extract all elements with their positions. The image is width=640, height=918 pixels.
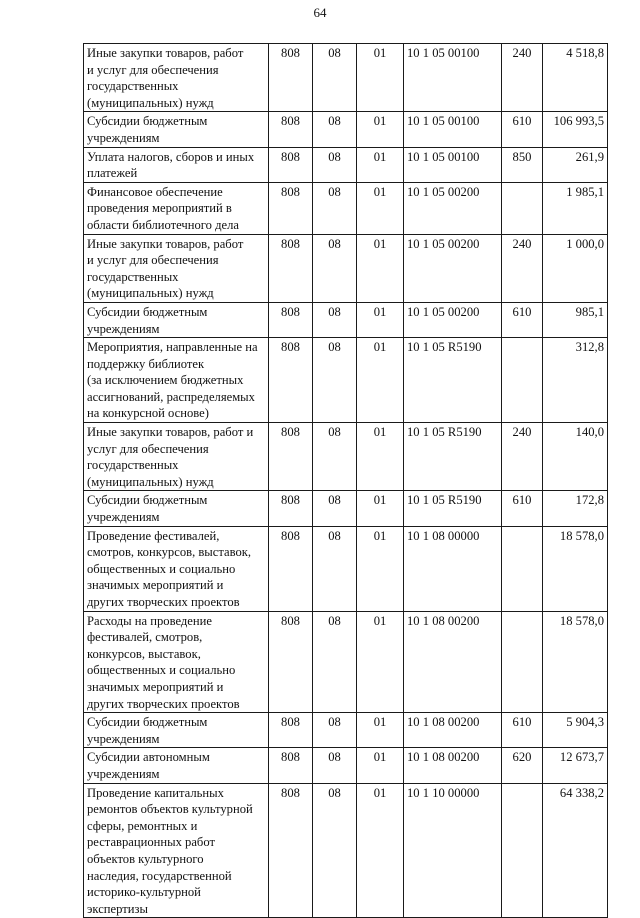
ministry-code-cell: 808 [269, 713, 313, 748]
amount-cell: 5 904,3 [543, 713, 608, 748]
target-article-cell: 10 1 05 00100 [404, 147, 502, 182]
expense-type-cell: 610 [502, 713, 543, 748]
expense-type-cell: 240 [502, 423, 543, 491]
table-row [84, 783, 608, 918]
target-article-cell: 10 1 08 00200 [404, 611, 502, 713]
table-row [84, 44, 608, 112]
expense-type-cell: 850 [502, 147, 543, 182]
target-article-cell: 10 1 05 00200 [404, 234, 502, 302]
expense-type-cell: 620 [502, 748, 543, 783]
ministry-code-cell: 808 [269, 423, 313, 491]
subsection-code-cell: 01 [357, 182, 404, 234]
ministry-code-cell: 808 [269, 182, 313, 234]
expense-type-cell: 610 [502, 112, 543, 147]
subsection-code-cell: 01 [357, 783, 404, 918]
budget-table-body [84, 44, 608, 918]
ministry-code-cell: 808 [269, 338, 313, 423]
amount-cell: 18 578,0 [543, 611, 608, 713]
section-code-cell: 08 [313, 44, 357, 112]
expense-name-cell: Субсидии бюджетным учреждениям [84, 112, 269, 147]
expense-type-cell [502, 611, 543, 713]
target-article-cell: 10 1 05 R5190 [404, 338, 502, 423]
section-code-cell: 08 [313, 748, 357, 783]
table-row [84, 147, 608, 182]
target-article-cell: 10 1 10 00000 [404, 783, 502, 918]
expense-name-cell: Субсидии бюджетным учреждениям [84, 713, 269, 748]
ministry-code-cell: 808 [269, 234, 313, 302]
table-row [84, 234, 608, 302]
table-row [84, 302, 608, 337]
subsection-code-cell: 01 [357, 423, 404, 491]
target-article-cell: 10 1 05 R5190 [404, 423, 502, 491]
expense-name-cell: Проведение фестивалей, смотров, конкурсов, выставок, общественных и социально значимых мероприятий и других творческих проектов [84, 526, 269, 611]
subsection-code-cell: 01 [357, 147, 404, 182]
amount-cell: 985,1 [543, 302, 608, 337]
target-article-cell: 10 1 05 00200 [404, 302, 502, 337]
expense-name-cell: Субсидии бюджетным учреждениям [84, 491, 269, 526]
subsection-code-cell: 01 [357, 526, 404, 611]
expense-type-cell: 240 [502, 234, 543, 302]
section-code-cell: 08 [313, 783, 357, 918]
subsection-code-cell: 01 [357, 748, 404, 783]
ministry-code-cell: 808 [269, 44, 313, 112]
target-article-cell: 10 1 05 R5190 [404, 491, 502, 526]
section-code-cell: 08 [313, 147, 357, 182]
target-article-cell: 10 1 08 00000 [404, 526, 502, 611]
ministry-code-cell: 808 [269, 783, 313, 918]
page-number: 64 [313, 5, 327, 20]
target-article-cell: 10 1 05 00100 [404, 44, 502, 112]
subsection-code-cell: 01 [357, 491, 404, 526]
expense-type-cell: 240 [502, 44, 543, 112]
ministry-code-cell: 808 [269, 302, 313, 337]
expense-name-cell: Субсидии автономным учреждениям [84, 748, 269, 783]
expense-name-cell: Мероприятия, направленные на поддержку библиотек (за исключением бюджетных ассигнований, распределяемых на конкурсной основе) [84, 338, 269, 423]
ministry-code-cell: 808 [269, 611, 313, 713]
expense-name-cell: Проведение капитальных ремонтов объектов культурной сферы, ремонтных и реставрационных работ объектов культурного наследия, государственной историко-культурной экспертизы [84, 783, 269, 918]
section-code-cell: 08 [313, 338, 357, 423]
expense-type-cell [502, 338, 543, 423]
subsection-code-cell: 01 [357, 338, 404, 423]
expense-name-cell: Субсидии бюджетным учреждениям [84, 302, 269, 337]
subsection-code-cell: 01 [357, 234, 404, 302]
amount-cell: 18 578,0 [543, 526, 608, 611]
amount-cell: 12 673,7 [543, 748, 608, 783]
amount-cell: 1 985,1 [543, 182, 608, 234]
ministry-code-cell: 808 [269, 147, 313, 182]
section-code-cell: 08 [313, 713, 357, 748]
table-row [84, 526, 608, 611]
table-row [84, 713, 608, 748]
section-code-cell: 08 [313, 302, 357, 337]
table-row [84, 611, 608, 713]
section-code-cell: 08 [313, 182, 357, 234]
target-article-cell: 10 1 05 00100 [404, 112, 502, 147]
expense-type-cell: 610 [502, 302, 543, 337]
subsection-code-cell: 01 [357, 302, 404, 337]
section-code-cell: 08 [313, 611, 357, 713]
target-article-cell: 10 1 08 00200 [404, 748, 502, 783]
target-article-cell: 10 1 08 00200 [404, 713, 502, 748]
table-row [84, 423, 608, 491]
expense-type-cell [502, 526, 543, 611]
expense-name-cell: Иные закупки товаров, работ и услуг для обеспечения государственных (муниципальных) нужд [84, 44, 269, 112]
section-code-cell: 08 [313, 526, 357, 611]
subsection-code-cell: 01 [357, 611, 404, 713]
amount-cell: 106 993,5 [543, 112, 608, 147]
amount-cell: 312,8 [543, 338, 608, 423]
table-row [84, 112, 608, 147]
table-row [84, 182, 608, 234]
subsection-code-cell: 01 [357, 112, 404, 147]
section-code-cell: 08 [313, 423, 357, 491]
amount-cell: 1 000,0 [543, 234, 608, 302]
table-row [84, 491, 608, 526]
section-code-cell: 08 [313, 491, 357, 526]
ministry-code-cell: 808 [269, 748, 313, 783]
expense-name-cell: Финансовое обеспечение проведения мероприятий в области библиотечного дела [84, 182, 269, 234]
section-code-cell: 08 [313, 234, 357, 302]
ministry-code-cell: 808 [269, 491, 313, 526]
table-row [84, 338, 608, 423]
target-article-cell: 10 1 05 00200 [404, 182, 502, 234]
amount-cell: 4 518,8 [543, 44, 608, 112]
amount-cell: 64 338,2 [543, 783, 608, 918]
subsection-code-cell: 01 [357, 44, 404, 112]
expense-type-cell: 610 [502, 491, 543, 526]
expense-type-cell [502, 182, 543, 234]
expense-name-cell: Расходы на проведение фестивалей, смотров, конкурсов, выставок, общественных и социально значимых мероприятий и других творческих проектов [84, 611, 269, 713]
ministry-code-cell: 808 [269, 112, 313, 147]
amount-cell: 140,0 [543, 423, 608, 491]
amount-cell: 261,9 [543, 147, 608, 182]
subsection-code-cell: 01 [357, 713, 404, 748]
amount-cell: 172,8 [543, 491, 608, 526]
ministry-code-cell: 808 [269, 526, 313, 611]
expense-name-cell: Иные закупки товаров, работ и услуг для обеспечения государственных (муниципальных) нужд [84, 234, 269, 302]
section-code-cell: 08 [313, 112, 357, 147]
table-row [84, 748, 608, 783]
expense-name-cell: Иные закупки товаров, работ и услуг для обеспечения государственных (муниципальных) нужд [84, 423, 269, 491]
expense-name-cell: Уплата налогов, сборов и иных платежей [84, 147, 269, 182]
budget-table [83, 43, 608, 918]
expense-type-cell [502, 783, 543, 918]
